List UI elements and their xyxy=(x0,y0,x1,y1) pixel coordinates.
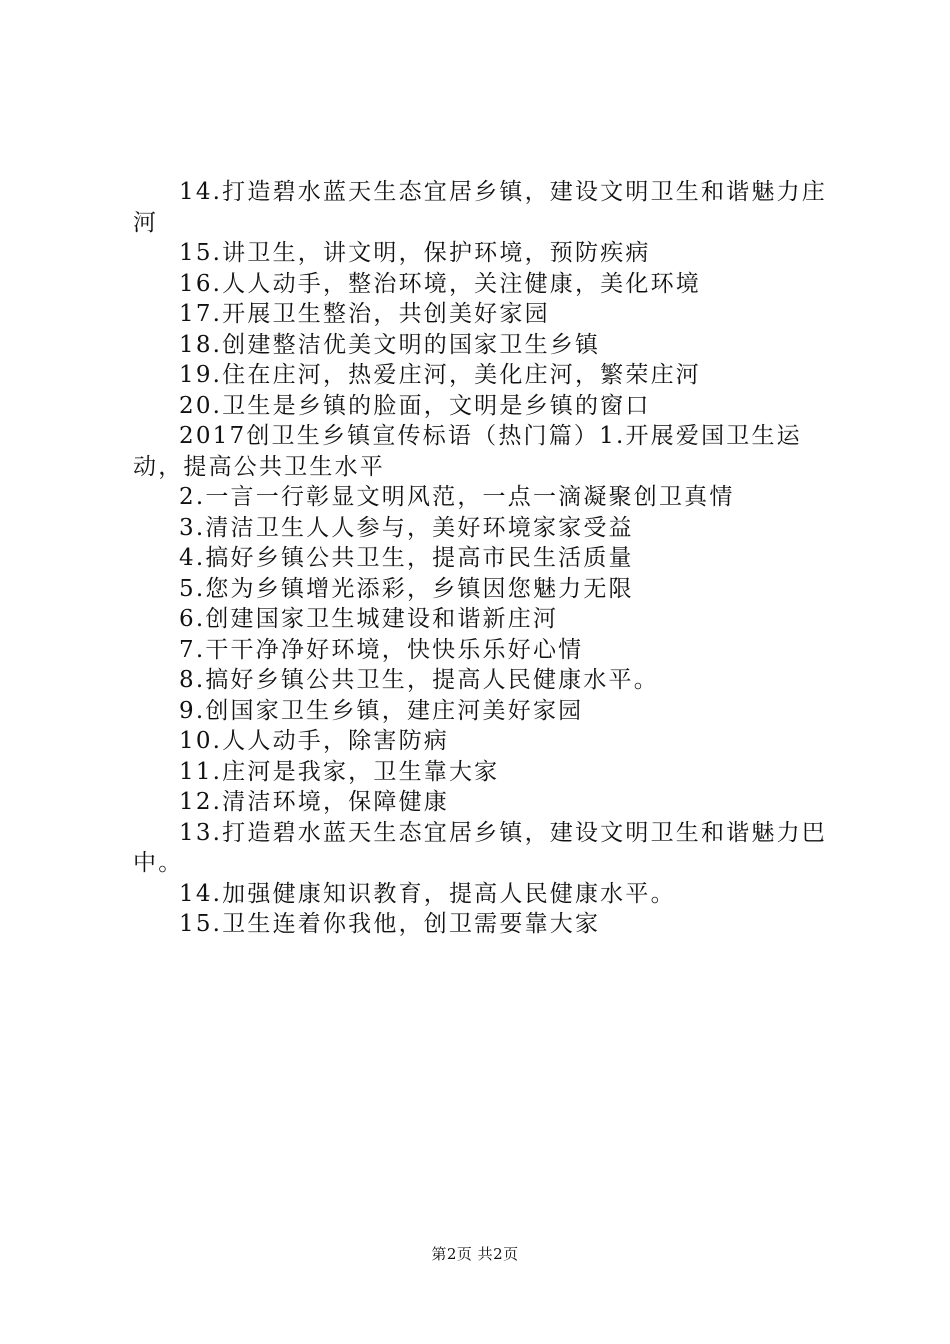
paragraph: 6.创建国家卫生城建设和谐新庄河 xyxy=(179,606,559,632)
paragraph: 4.搞好乡镇公共卫生，提高市民生活质量 xyxy=(179,545,634,571)
paragraph: 5.您为乡镇增光添彩，乡镇因您魅力无限 xyxy=(179,575,634,602)
paragraph: 9.创国家卫生乡镇，建庄河美好家园 xyxy=(179,697,584,724)
paragraph: 2.一言一行彰显文明风范，一点一滴凝聚创卫真情 xyxy=(179,484,735,510)
section-heading-paragraph: 2017创卫生乡镇宣传标语（热门篇）1.开展爱国卫生运动，提高公共卫生水平 xyxy=(133,423,802,480)
paragraph: 11.庄河是我家，卫生靠大家 xyxy=(179,758,500,785)
paragraph: 20.卫生是乡镇的脸面，文明是乡镇的窗口 xyxy=(179,392,651,419)
paragraph: 7.干干净净好环境，快快乐乐好心情 xyxy=(179,636,584,663)
paragraph: 14.打造碧水蓝天生态宜居乡镇，建设文明卫生和谐魅力庄河 xyxy=(133,179,827,236)
paragraph: 17.开展卫生整治，共创美好家园 xyxy=(179,301,550,327)
paragraph: 13.打造碧水蓝天生态宜居乡镇，建设文明卫生和谐魅力巴中。 xyxy=(133,819,827,876)
document-body xyxy=(133,177,833,940)
paragraph: 3.清洁卫生人人参与，美好环境家家受益 xyxy=(179,514,634,541)
page-footer xyxy=(0,1244,950,1264)
paragraph: 14.加强健康知识教育，提高人民健康水平。 xyxy=(179,880,676,907)
paragraph: 19.住在庄河，热爱庄河，美化庄河，繁荣庄河 xyxy=(179,362,701,388)
paragraph: 10.人人动手，除害防病 xyxy=(179,728,449,754)
paragraph: 15.卫生连着你我他，创卫需要靠大家 xyxy=(179,911,601,937)
page-number: 第2页 共2页 xyxy=(431,1245,519,1263)
paragraph: 18.创建整洁优美文明的国家卫生乡镇 xyxy=(179,331,601,358)
paragraph: 8.搞好乡镇公共卫生，提高人民健康水平。 xyxy=(179,667,659,693)
paragraph: 15.讲卫生，讲文明，保护环境，预防疾病 xyxy=(179,240,651,266)
paragraph: 16.人人动手，整治环境，关注健康，美化环境 xyxy=(179,270,701,297)
paragraph: 12.清洁环境，保障健康 xyxy=(179,789,449,815)
